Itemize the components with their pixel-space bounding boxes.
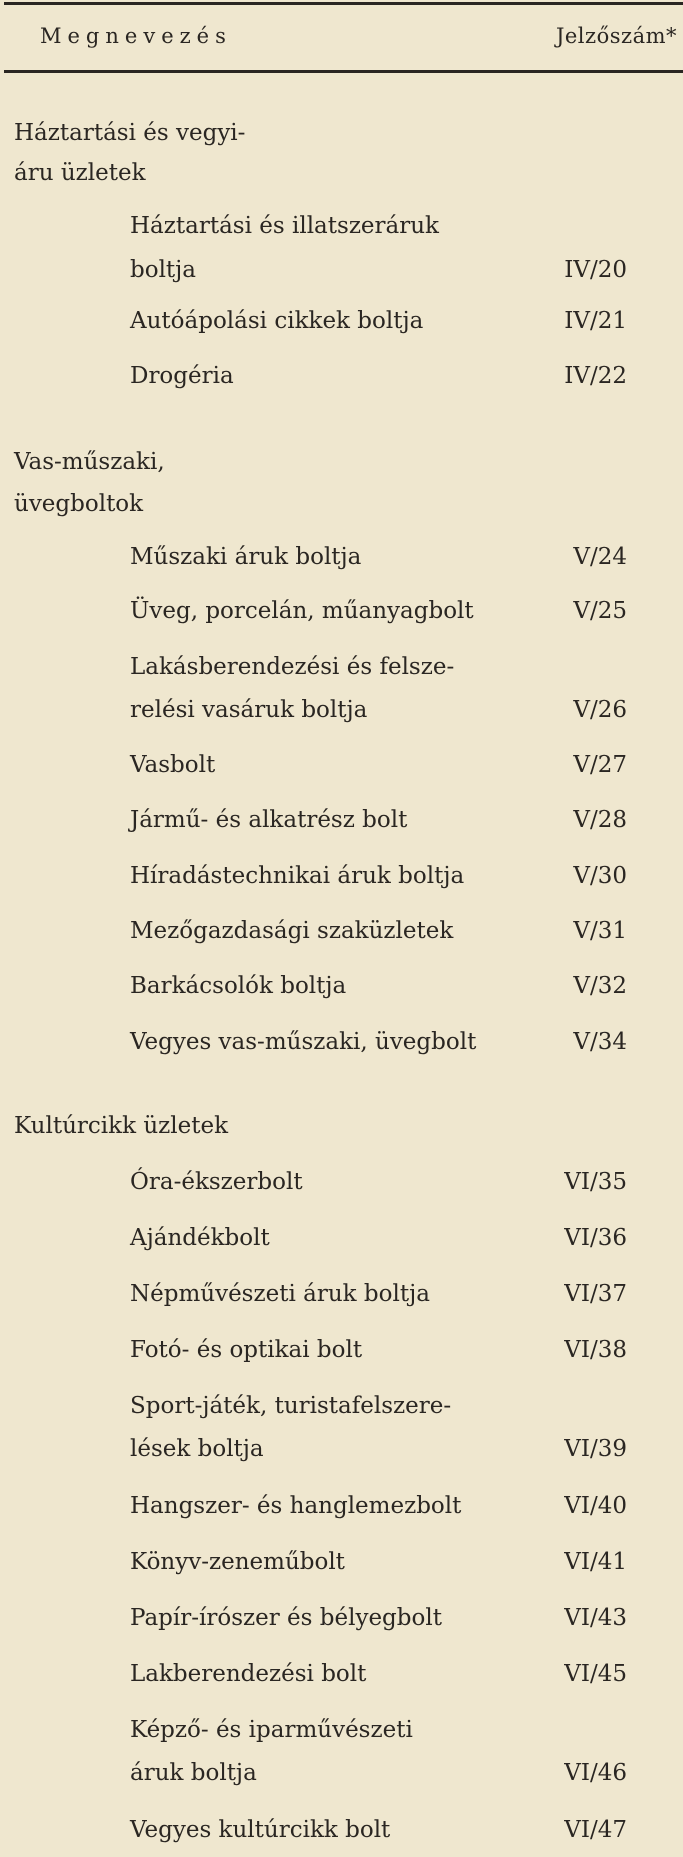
table-header — [0, 24, 683, 54]
top-rule — [4, 2, 683, 5]
list-item: Műszaki áruk boltja — [130, 544, 362, 570]
list-item: lések boltja — [130, 1436, 264, 1462]
section-title: Kultúrcikk üzletek — [14, 1113, 229, 1139]
list-item: Óra-ékszerbolt — [130, 1169, 303, 1195]
list-item: Jármű- és alkatrész bolt — [130, 807, 408, 833]
list-item: Népművészeti áruk boltja — [130, 1281, 430, 1307]
list-item: Vasbolt — [130, 752, 216, 778]
list-item: Barkácsolók boltja — [130, 973, 347, 999]
list-item: Vegyes vas-műszaki, üvegbolt — [130, 1029, 477, 1055]
item-code: IV/21 — [564, 308, 627, 334]
item-code: V/28 — [573, 807, 627, 833]
list-item: Autóápolási cikkek boltja — [130, 308, 424, 334]
item-code: V/25 — [573, 598, 627, 624]
list-item: Drogéria — [130, 363, 234, 389]
item-code: IV/20 — [564, 257, 627, 283]
item-code: VI/45 — [564, 1661, 627, 1687]
list-item: Mezőgazdasági szaküzletek — [130, 918, 454, 944]
header-name-column: Megnevezés — [40, 24, 232, 48]
list-item: áruk boltja — [130, 1760, 257, 1786]
list-item: Ajándékbolt — [130, 1225, 270, 1251]
list-item: Könyv-zeneműbolt — [130, 1549, 345, 1575]
list-item: relési vasáruk boltja — [130, 697, 368, 723]
item-code: V/34 — [573, 1029, 627, 1055]
list-item: Sport-játék, turistafelszere- — [130, 1393, 452, 1419]
item-code: V/26 — [573, 697, 627, 723]
list-item: Képző- és iparművészeti — [130, 1717, 413, 1743]
item-code: VI/47 — [564, 1817, 627, 1843]
section-title: Vas-műszaki, — [14, 449, 165, 475]
item-code: VI/40 — [564, 1493, 627, 1519]
item-code: VI/37 — [564, 1281, 627, 1307]
item-code: VI/39 — [564, 1436, 627, 1462]
list-item: Vegyes kultúrcikk bolt — [130, 1817, 391, 1843]
item-code: VI/35 — [564, 1169, 627, 1195]
header-code-column: Jelzőszám* — [555, 24, 677, 48]
item-code: VI/41 — [564, 1549, 627, 1575]
item-code: VI/43 — [564, 1605, 627, 1631]
list-item: Híradástechnikai áruk boltja — [130, 863, 465, 889]
list-item: Háztartási és illatszeráruk — [130, 213, 439, 239]
item-code: VI/46 — [564, 1760, 627, 1786]
list-item: Lakberendezési bolt — [130, 1661, 367, 1687]
list-item: Hangszer- és hanglemezbolt — [130, 1493, 462, 1519]
section-title: áru üzletek — [14, 160, 146, 186]
item-code: VI/38 — [564, 1337, 627, 1363]
list-item: Üveg, porcelán, műanyagbolt — [130, 598, 474, 624]
list-item: boltja — [130, 257, 197, 283]
list-item: Lakásberendezési és felsze- — [130, 654, 455, 680]
list-item: Papír-írószer és bélyegbolt — [130, 1605, 442, 1631]
header-rule — [4, 70, 683, 73]
item-code: V/24 — [573, 544, 627, 570]
item-code: V/30 — [573, 863, 627, 889]
item-code: V/31 — [573, 918, 627, 944]
section-title: üvegboltok — [14, 491, 144, 517]
item-code: VI/36 — [564, 1225, 627, 1251]
item-code: V/32 — [573, 973, 627, 999]
item-code: V/27 — [573, 752, 627, 778]
list-item: Fotó- és optikai bolt — [130, 1337, 363, 1363]
item-code: IV/22 — [564, 363, 627, 389]
section-title: Háztartási és vegyi- — [14, 120, 246, 146]
